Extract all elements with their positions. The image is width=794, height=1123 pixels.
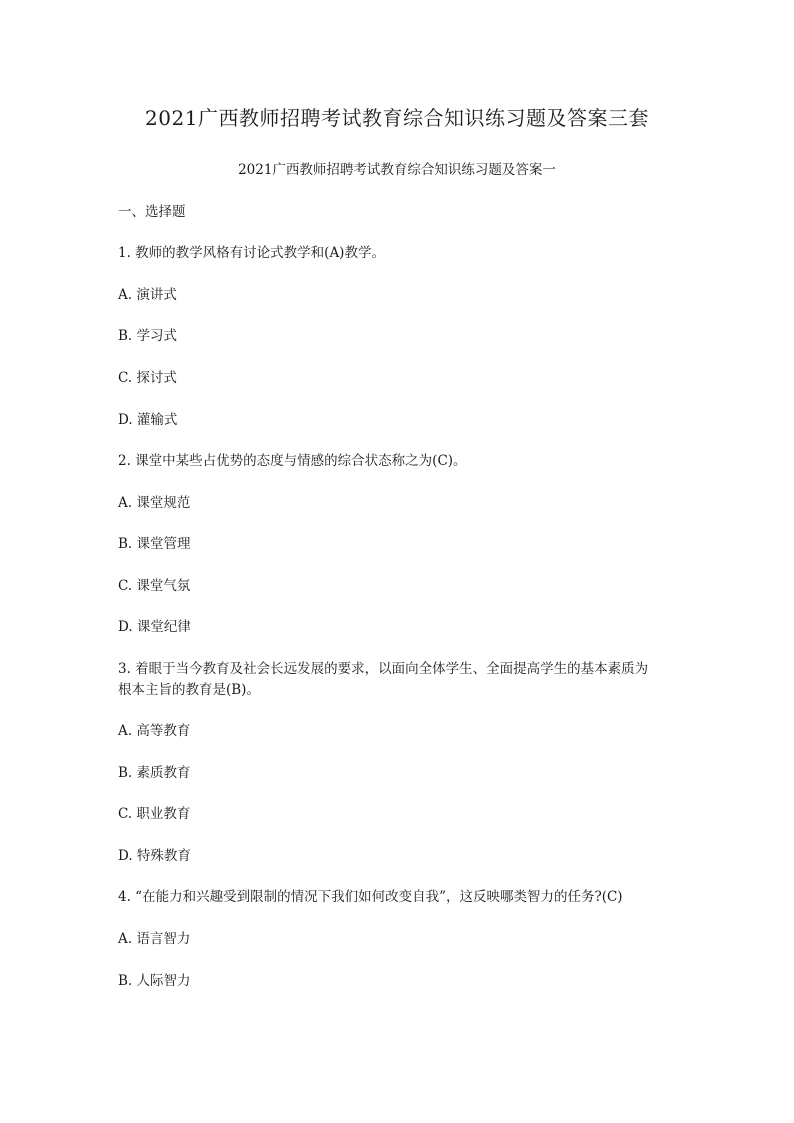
question-1-option-d: D. 灌输式 (118, 412, 178, 428)
question-4-option-b: B. 人际智力 (118, 973, 191, 989)
question-1-stem: 1. 教师的教学风格有讨论式教学和(A)教学。 (118, 245, 385, 261)
question-3-option-a: A. 高等教育 (118, 723, 191, 739)
question-2-option-d: D. 课堂纪律 (118, 619, 191, 635)
question-2-stem: 2. 课堂中某些占优势的态度与情感的综合状态称之为(C)。 (118, 453, 467, 469)
question-3-stem-line-1: 3. 着眼于当今教育及社会长远发展的要求，以面向全体学生、全面提高学生的基本素质为 (118, 661, 649, 677)
question-3-stem-line-2: 根本主旨的教育是(B)。 (118, 682, 260, 698)
question-2-option-c: C. 课堂气氛 (118, 578, 191, 594)
section-heading: 一、选择题 (118, 204, 186, 220)
question-3-option-b: B. 素质教育 (118, 765, 191, 781)
question-3-option-c: C. 职业教育 (118, 806, 191, 822)
document-subtitle: 2021广西教师招聘考试教育综合知识练习题及答案一 (238, 162, 556, 178)
question-2-option-b: B. 课堂管理 (118, 536, 191, 552)
question-2-option-a: A. 课堂规范 (118, 495, 191, 511)
question-4-option-a: A. 语言智力 (118, 931, 191, 947)
document-title: 2021广西教师招聘考试教育综合知识练习题及答案三套 (145, 106, 649, 130)
question-1-option-b: B. 学习式 (118, 328, 178, 344)
question-1-option-c: C. 探讨式 (118, 370, 177, 386)
question-1-option-a: A. 演讲式 (118, 287, 177, 303)
question-3-option-d: D. 特殊教育 (118, 848, 191, 864)
question-4-stem: 4. “在能力和兴趣受到限制的情况下我们如何改变自我”，这反映哪类智力的任务?(C) (118, 889, 623, 905)
